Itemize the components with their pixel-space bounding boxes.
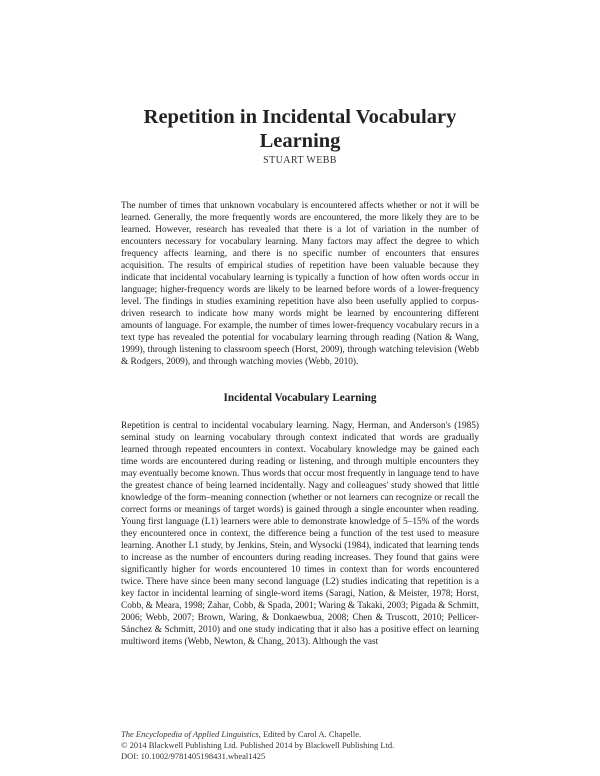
- footer-citation-line: [121, 729, 479, 740]
- intro-paragraph: The number of times that unknown vocabulary is encountered affects whether or not it will be learned. Generally, the more frequently words are encountered, the more likely they are to be learned. However, research has revealed that there is a lot of variation in the number of encounters necessary for vocabulary learning. Many factors may affect the degree to which frequency affects learning, and there is no specific number of encounters that ensures acquisition. The results of empirical studies of repetition have been valuable because they indicate that incidental vocabulary learning is typically a function of how often words occur in language; higher-frequency words are likely to be learned before words of a lower-frequency level. The findings in studies examining repetition have also been usefully applied to corpus-driven research to indicate how many words might be learned by encountering different amounts of language. For example, the number of times lower-frequency vocabulary recurs in a text type has revealed the potential for vocabulary learning through reading (Nation & Wang, 1999), through listening to classroom speech (Horst, 2009), through watching television (Webb & Rodgers, 2009), and through watching movies (Webb, 2010).: [121, 201, 479, 367]
- doi-line: DOI: 10.1002/9781405198431.wbeal1425: [121, 751, 266, 761]
- book-title: The Encyclopedia of Applied Linguistics: [121, 729, 259, 739]
- citation-footer: [121, 729, 479, 762]
- section-paragraph: Repetition is central to incidental vocabulary learning. Nagy, Herman, and Anderson's (1985) seminal study on learning vocabulary through context indicated that words are gradually learned through repeated encounters in context. Vocabulary knowledge may be gained each time words are encountered during reading or listening, and through multiple encounters they may eventually become known. Thus words that occur most frequently in language tend to have the greatest chance of being learned incidentally. Nagy and colleagues' study showed that little knowledge of the form–meaning connection (whether or not learners can recognize or recall the correct forms or meanings of target words) is gained through a single encounter when reading. Young first language (L1) learners were able to demonstrate knowledge of 5–15% of the words they encountered once in context, the difference being a function of the test used to measure learning. Another L1 study, by Jenkins, Stein, and Wysocki (1984), indicated that learning tends to increase as the number of encounters during reading increases. They found that gains were significantly higher for words encountered 10 times in context than for words encountered twice. There have since been many second language (L2) studies indicating that repetition is a key factor in incidental learning of single-word items (Saragi, Nation, & Meister, 1978; Horst, Cobb, & Meara, 1998; Zahar, Cobb, & Spada, 2001; Waring & Takaki, 2003; Pigada & Schmitt, 2006; Webb, 2007; Brown, Waring, & Donkaewbua, 2008; Chen & Truscott, 2010; Pellicer-Sánchez & Schmitt, 2010) and one study indicating that it also has a positive effect on learning multiword items (Webb, Newton, & Chang, 2013). Although the vast: [121, 421, 479, 647]
- section-heading: Incidental Vocabulary Learning: [223, 392, 377, 404]
- author-name: STUART WEBB: [263, 155, 337, 166]
- copyright-line: © 2014 Blackwell Publishing Ltd. Published 2014 by Blackwell Publishing Ltd.: [121, 740, 395, 750]
- article-title: Repetition in Incidental Vocabulary Learning: [143, 106, 457, 152]
- editor-credit: , Edited by Carol A. Chapelle.: [258, 729, 362, 739]
